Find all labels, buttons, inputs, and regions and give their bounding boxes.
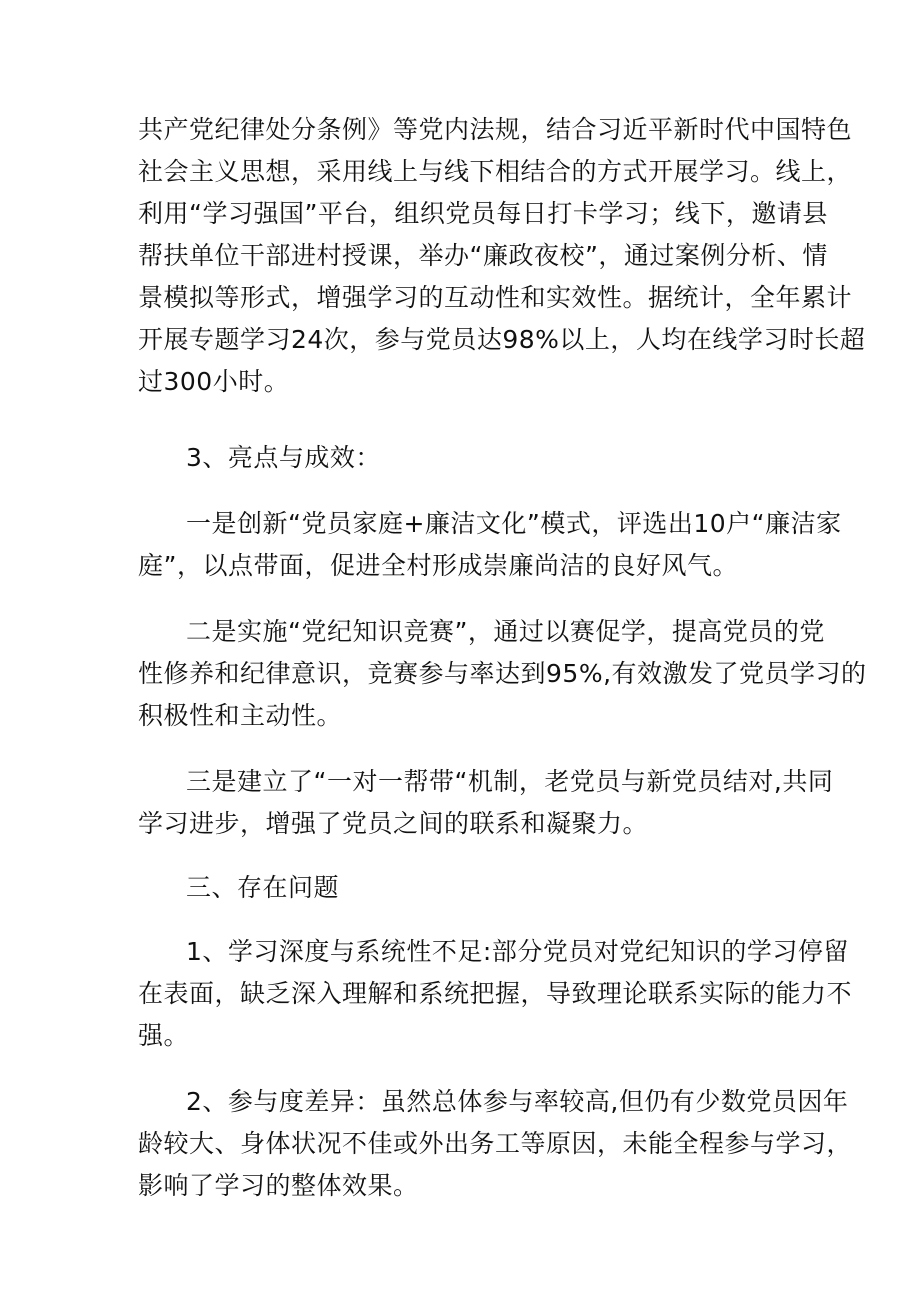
paragraph-line: 龄较大、身体状况不佳或外出务工等原因，未能全程参与学习， bbox=[138, 1129, 853, 1158]
section-subheading: 3、亮点与成效： bbox=[186, 443, 381, 472]
paragraph-line: 学习进步，增强了党员之间的联系和凝聚力。 bbox=[138, 809, 649, 838]
paragraph-line: 二是实施“党纪知识竞赛”，通过以赛促学，提高党员的党 bbox=[186, 617, 825, 646]
paragraph-line: 一是创新“党员家庭+廉洁文化”模式，评选出10户“廉洁家 bbox=[186, 509, 842, 538]
paragraph-line: 共产党纪律处分条例》等党内法规，结合习近平新时代中国特色 bbox=[138, 115, 853, 144]
paragraph-line: 影响了学习的整体效果。 bbox=[138, 1171, 419, 1200]
paragraph-line: 1、学习深度与系统性不足:部分党员对党纪知识的学习停留 bbox=[186, 937, 849, 966]
paragraph-line: 过300小时。 bbox=[138, 367, 290, 396]
paragraph-line: 社会主义思想，采用线上与线下相结合的方式开展学习。线上， bbox=[138, 157, 853, 186]
paragraph-line: 2、参与度差异：虽然总体参与率较高,但仍有少数党员因年 bbox=[186, 1087, 849, 1116]
paragraph-line: 三是建立了“一对一帮带“机制，老党员与新党员结对,共同 bbox=[186, 767, 834, 796]
paragraph-line: 帮扶单位干部进村授课，举办“廉政夜校”，通过案例分析、情 bbox=[138, 241, 828, 270]
paragraph-line: 强。 bbox=[138, 1021, 190, 1050]
paragraph-line: 庭”，以点带面，促进全村形成崇廉尚洁的良好风气。 bbox=[138, 551, 738, 580]
paragraph-line: 利用“学习强国”平台，组织党员每日打卡学习；线下，邀请县 bbox=[138, 199, 828, 228]
paragraph-line: 在表面，缺乏深入理解和系统把握，导致理论联系实际的能力不 bbox=[138, 979, 853, 1008]
section-heading: 三、存在问题 bbox=[186, 873, 340, 902]
paragraph-line: 景模拟等形式，增强学习的互动性和实效性。据统计，全年累计 bbox=[138, 283, 853, 312]
paragraph-line: 性修养和纪律意识，竞赛参与率达到95%,有效激发了党员学习的 bbox=[138, 659, 867, 688]
paragraph-line: 开展专题学习24次，参与党员达98%以上，人均在线学习时长超 bbox=[138, 325, 866, 354]
paragraph-line: 积极性和主动性。 bbox=[138, 701, 343, 730]
